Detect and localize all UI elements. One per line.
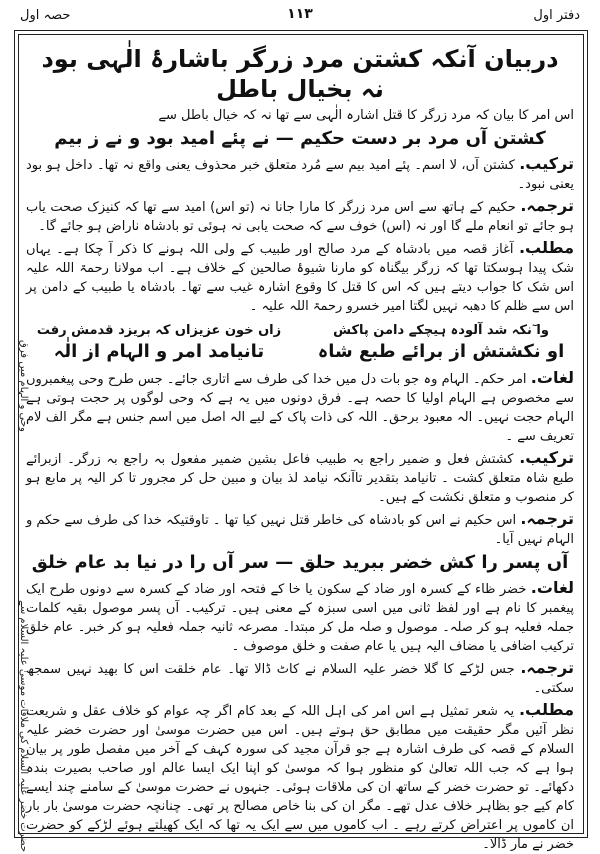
- paragraph-label: مطلب.: [518, 238, 575, 257]
- paragraph-tarjuma: [26, 509, 574, 549]
- couplet-left: [26, 322, 292, 364]
- paragraph-text: اس حکیم نے اس کو بادشاہ کی خاطر قتل نہیں کیا تھا ۔ تاوقتیکہ خدا کی طرف سے حکم و الہام نہیں آیا۔: [26, 513, 574, 547]
- paragraph-label: مطلب.: [518, 700, 574, 719]
- paragraph-text: حکیم کے ہاتھ سے اس مرد زرگر کا مارا جانا نہ (تو اس) امید سے تھا کہ کنیزک صحت یاب ہو جائے تو انعام ملے گا اور نہ (اس) خوف سے کہ صحت یابی نہ ہوئی تو بادشاہ ناراض ہو جائے گا۔: [26, 200, 574, 234]
- paragraph-matlab: [26, 700, 574, 854]
- paragraph-tarjuma: [26, 196, 574, 236]
- page-content: [26, 44, 575, 852]
- couplet-line: تانیامد امر و الہام از الٰہ: [53, 341, 265, 362]
- couplet-right: [308, 322, 574, 364]
- paragraph-text: کشتن آں، لا اسم۔ پئے امید بیم سے مُرد متعلق خبر محذوف یعنی واقع نہ تھا۔ داخل ہو بود یعنی نبود۔: [26, 158, 574, 192]
- paragraph-tarkeeb: [26, 448, 574, 507]
- paragraph-label: ترکیب.: [519, 448, 574, 467]
- margin-note: وحی و الہام میں فرق: [18, 340, 29, 432]
- paragraph-tarjuma: [26, 658, 574, 698]
- couplet-line: زاں خون عزیزاں کہ بریزد قدمش رفت: [36, 323, 282, 338]
- paragraph-label: ترجمہ.: [520, 509, 574, 528]
- verse: کشتن آں مرد بر دست حکیم — نے پئے امید بود و نے ز بیم: [54, 128, 546, 149]
- paragraph-label: لغات.: [530, 578, 574, 597]
- paragraph-matlab: [26, 238, 574, 316]
- couplet-line: او نکشتش از برائے طبع شاہ: [317, 341, 565, 362]
- paragraph-tarkeeb: [26, 154, 574, 194]
- chapter-title: دربیان آنکہ کشتن مرد زرگر باشارۂ الٰہی بود نہ بخیال باطل: [41, 45, 559, 103]
- paragraph-lughat: [26, 368, 574, 446]
- margin-note: حضرت خضر علیہ السلام کی ملاقات موسیٰ علیہ السلام سے: [18, 600, 29, 853]
- paragraph-text: کشتش فعل و ضمیر راجع بہ طبیب فاعل بشین ضمیر مفعول بہ راجع بہ زرگر۔ ازبرائے طبع شاہ متعلق کشت ۔ تانیامد بتقدیر تاآنکہ نیامد لذ بیان و مبین حل کر مجرور تا کر الیہ پر مابع ہو کر منصوب و متعلق نکشت کے ہیں۔: [26, 452, 574, 505]
- paragraph-text: امر حکم۔ الہام وہ جو بات دل میں خدا کی طرف سے اتاری جائے۔ جس طرح وحی پیغمبروں سے مخصوص ہے الہام اولیا کا حصہ ہے۔ فرق دونوں میں یہ ہے کہ وحی لوگوں پر حجت ہوتی ہے الہام حجت نہیں۔ الہ معبود برحق۔ اللہ کی ذات پاک کے لیے الہ اصل میں اسم جنس ہے مگر الف لام تعریف سے ۔: [26, 372, 574, 444]
- section-label: حصہ اول: [20, 8, 71, 23]
- verse-couplet: [26, 322, 574, 364]
- paragraph-text: آغاز قصہ میں بادشاہ کے مرد صالح اور طبیب کے ولی اللہ ہونے کا ذکر آ چکا ہے۔ یہاں شک پیدا ہوسکتا تھا کہ زرگر بیگناہ کو مارنا شیوۂ صالحین کے خلاف ہے۔ اب مولانا رحمۃ اللہ علیہ اس شک کا جواب دیتے ہیں کہ اس کا قتل کا وقوع اشارہ غیب سے تھا۔ بادشاہ یا طبیب کے دامن پر اس سے ظلم کا دھبہ نہیں لگتا امیر خسرو رحمۃ اللہ علیہ ۔: [26, 242, 574, 314]
- paragraph-lughat: [26, 578, 574, 656]
- intro-text: اس امر کا بیان کہ مرد زرگر کا قتل اشارہ الٰہی سے تھا نہ کہ خیال باطل سے: [158, 108, 574, 123]
- paragraph-label: ترکیب.: [519, 154, 574, 173]
- paragraph-label: ترجمہ.: [520, 196, 574, 215]
- paragraph-label: لغات.: [530, 368, 574, 387]
- couplet-line: وا ٓنکہ شد آلودہ ہیچکے دامن پاکش: [333, 323, 549, 338]
- paragraph-text: یہ شعر تمثیل ہے اس امر کی اہل اللہ کے بعد کام اگر چہ عوام کو خلاف عقل و شریعت نظر آئیں مگر حقیقت میں مطابق حق ہوتے ہیں۔ اس میں حضرت موسیٰ اور حضرت خضر علیہ السلام کے قصہ کی طرف اشارہ ہے جو قرآن مجید کی سورہ کہف کے آخر میں مفصل طور پر بیان ہوا ہے کہ جب اللہ تعالیٰ کو منظور ہوا کہ موسیٰ کو اپنا ایک ایسا عالم اور صاحب بصیرت بندہ دکھائے۔ تو حضرت خضر کے ساتھ ان کی ملاقات ہوئی۔ جنہوں نے حضرت موسیٰ کے سامنے چند ایسے کام کیے جو بظاہر خلاف عدل تھے۔ مگر ان کی بنا خاص مصالح پر تھی۔ چنانچہ حضرت موسیٰ بار بار ان کاموں پر اعتراض کرتے رہے ۔ اب کاموں میں سے ایک یہ تھا کہ ایک کھیلتے ہوئے لڑکے کو حضرت خضر نے مار ڈالا۔: [26, 704, 574, 852]
- volume-label: دفتر اول: [533, 8, 580, 23]
- paragraph-text: خضر ظاء کے کسرہ اور ضاد کے سکون یا خا کے فتحہ اور ضاد کے کسرہ سے دونوں طرح ایک پیغمبر کا نام ہے اور لفظ ثانی میں اسی سبزہ کے معنی ہیں۔ ترکیب۔ آں پسر موصول بقیہ کلمات جملہ فعلیہ ہو کر صلہ۔ موصول و صلہ مل کر مبتدا۔ مصرعہ ثانیہ جملہ فعلیہ ہو کر خبر۔ عام خلق ترکیب اضافی یا مضاف الیہ ہیں یا عام صفت و خلق موصوف ۔: [26, 582, 574, 654]
- paragraph-text: جس لڑکے کا گلا خضر علیہ السلام نے کاٹ ڈالا تھا۔ عام خلقت اس کا بھید نہیں سمجھ سکتی۔: [26, 662, 574, 696]
- verse: آں پسر را کش خضر ببرید حلق — سر آں را در نیا بد عام خلق: [31, 552, 569, 573]
- paragraph-label: ترجمہ.: [520, 658, 574, 677]
- page-header: [14, 6, 586, 28]
- page-number: ۱۱۳: [287, 6, 313, 22]
